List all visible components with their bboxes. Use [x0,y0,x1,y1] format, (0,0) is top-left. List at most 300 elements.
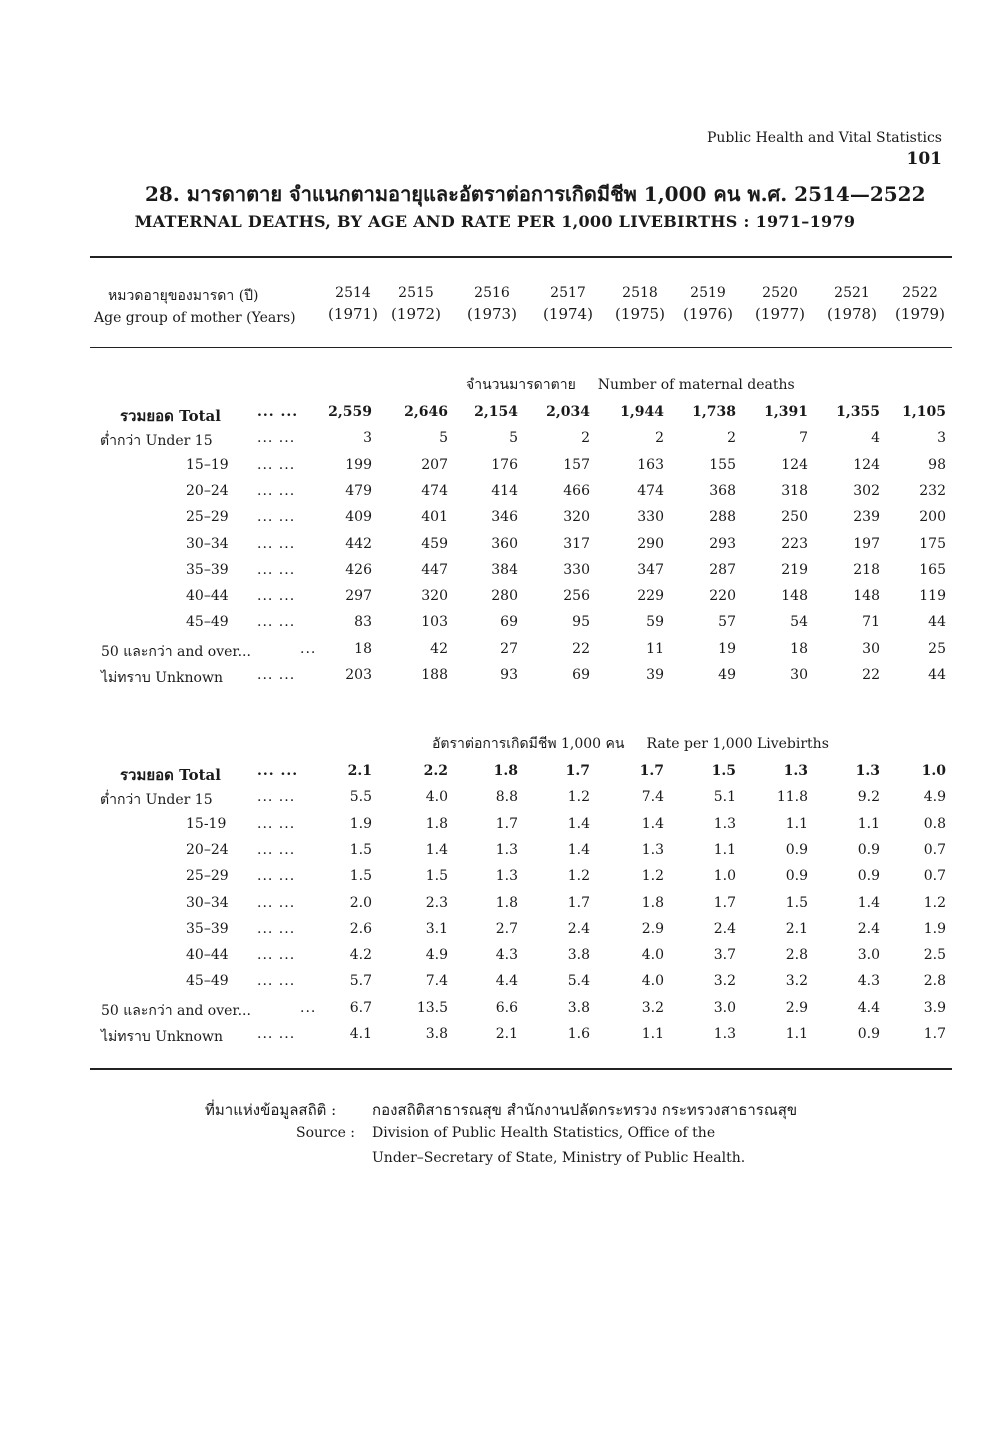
table-cell: 1.1 [785,815,808,832]
table-cell: 3.2 [641,999,664,1016]
top-rule [90,256,952,258]
source-text-thai: กองสถิติสาธารณสุข สำนักงานปลัดกระทรวง กระทรวงสาธารณสุข [372,1101,798,1119]
table-cell: 442 [345,535,372,552]
table-cell: 3 [363,430,372,447]
table-title-english: MATERNAL DEATHS, BY AGE AND RATE PER 1,000 LIVEBIRTHS : 1971–1979 [134,212,856,231]
table-row [0,430,990,456]
table-cell: 220 [709,588,736,605]
table-cell: 188 [421,667,448,683]
table-cell: 1.8 [425,815,448,832]
table-cell: 2.1 [785,920,808,937]
leader-dots: ... ... [257,973,296,990]
leader-dots: ... ... [257,667,296,683]
table-cell: 3.8 [425,1026,448,1042]
table-cell: 1.4 [567,841,590,858]
source-label-thai: ที่มาแห่งข้อมูลสถิติ : [205,1101,337,1119]
table-cell: 7.4 [425,973,448,990]
column-header-be-year: 2521 [834,285,870,301]
table-cell: 18 [790,640,808,657]
table-cell: 347 [637,561,664,578]
table-cell: 4.0 [425,789,448,806]
table-row [0,789,990,815]
table-cell: 27 [500,640,518,657]
table-cell: 5.5 [349,789,372,806]
table-cell: 1.4 [567,815,590,832]
table-cell: 157 [563,456,590,473]
table-cell: 95 [572,614,590,631]
table-cell: 0.7 [923,868,946,885]
section-title-rates-thai: อัตราต่อการเกิดมีชีพ 1,000 คน [432,736,625,752]
leader-dots: ... ... [257,509,296,526]
leader-dots: ... ... [257,894,296,911]
row-label: 50 และกว่า and over... [101,1002,251,1019]
row-label: 40–44 [186,588,229,605]
table-cell: 200 [919,509,946,526]
table-cell: 4.4 [857,999,880,1016]
table-cell: 148 [781,588,808,605]
table-cell: 22 [572,640,590,657]
table-cell: 1.7 [565,763,590,779]
leader-dots: ... ... [257,815,296,832]
table-cell: 44 [928,667,946,683]
table-cell: 2.7 [495,920,518,937]
table-cell: 1.7 [713,894,736,911]
table-cell: 54 [790,614,808,631]
table-row [0,895,990,921]
table-cell: 2.3 [425,894,448,911]
leader-dots: ... ... [257,482,296,499]
table-cell: 30 [790,667,808,683]
row-label: รวมยอด Total [120,407,221,425]
table-cell: 176 [491,456,518,473]
bottom-rule [90,1068,952,1070]
table-cell: 5.1 [713,789,736,806]
table-cell: 2.8 [785,947,808,964]
table-cell: 5 [439,430,448,447]
table-cell: 0.9 [857,841,880,858]
table-cell: 69 [572,667,590,683]
table-row [0,973,990,999]
table-cell: 1.9 [923,920,946,937]
table-cell: 2 [581,430,590,447]
table-cell: 0.9 [857,1026,880,1042]
table-cell: 346 [491,509,518,526]
table-cell: 280 [491,588,518,605]
table-cell: 1.9 [349,815,372,832]
table-cell: 1.7 [639,763,664,779]
table-cell: 1.8 [493,763,518,779]
running-header: Public Health and Vital Statistics [706,130,942,146]
leader-dots: ... ... [257,430,296,447]
table-row [0,614,990,640]
table-cell: 199 [345,456,372,473]
table-cell: 5.4 [567,973,590,990]
table-cell: 1.3 [495,868,518,885]
table-cell: 165 [919,561,946,578]
header-rule [90,347,952,348]
section-title-deaths-english: Number of maternal deaths [597,377,795,393]
column-header-be-year: 2517 [550,285,586,301]
table-cell: 2.4 [713,920,736,937]
table-cell: 197 [853,535,880,552]
row-label: 35–39 [186,920,229,937]
table-cell: 1.2 [567,789,590,806]
table-cell: 8.8 [495,789,518,806]
table-cell: 119 [919,588,946,605]
table-cell: 4.3 [857,973,880,990]
table-cell: 219 [781,561,808,578]
table-cell: 2,646 [404,404,448,420]
table-cell: 1.3 [713,815,736,832]
column-header-be-year: 2516 [474,285,510,301]
table-cell: 93 [500,667,518,683]
table-cell: 124 [781,456,808,473]
table-cell: 1.5 [349,868,372,885]
section-title-deaths [466,374,817,396]
table-cell: 2.2 [423,763,448,779]
table-cell: 2.4 [567,920,590,937]
table-cell: 2 [655,430,664,447]
row-label: 15-19 [186,815,227,832]
table-cell: 22 [862,667,880,683]
table-cell: 71 [862,614,880,631]
stub-header-english: Age group of mother (Years) [94,310,296,326]
column-header [880,285,960,323]
table-cell: 1.2 [641,868,664,885]
table-cell: 330 [563,561,590,578]
table-cell: 1,355 [836,404,880,420]
table-cell: 3.0 [857,947,880,964]
leader-dots: ... ... [257,588,296,605]
table-cell: 1.3 [855,763,880,779]
column-header-ce-year: (1979) [895,305,945,323]
table-row [0,868,990,894]
table-cell: 1.7 [923,1026,946,1042]
table-cell: 3.9 [923,999,946,1016]
table-cell: 250 [781,509,808,526]
stub-header-thai: หมวดอายุของมารดา (ปี) [108,288,259,304]
row-label: 20–24 [186,482,229,499]
leader-dots: ... ... [257,789,296,806]
table-cell: 223 [781,535,808,552]
leader-dots: ... ... [257,404,299,420]
row-label: ต่ำกว่า Under 15 [100,792,213,809]
table-cell: 13.5 [416,999,448,1016]
leader-dots: ... ... [257,535,296,552]
table-cell: 5.7 [349,973,372,990]
table-cell: 1.5 [711,763,736,779]
leader-dots: ... ... [257,947,296,964]
table-row [0,947,990,973]
column-header-ce-year: (1973) [467,305,517,323]
table-cell: 479 [345,482,372,499]
column-header-ce-year: (1974) [543,305,593,323]
table-cell: 2.6 [349,920,372,937]
table-cell: 1,105 [902,404,946,420]
table-cell: 4.2 [349,947,372,964]
leader-dots: ... ... [257,1026,296,1042]
table-cell: 218 [853,561,880,578]
table-cell: 1.7 [567,894,590,911]
table-cell: 1,738 [692,404,736,420]
table-cell: 1.2 [567,868,590,885]
table-cell: 39 [646,667,664,683]
table-cell: 1.4 [857,894,880,911]
table-row [0,404,990,430]
section-title-rates [432,733,851,755]
table-cell: 297 [345,588,372,605]
table-cell: 25 [928,640,946,657]
row-label: ต่ำกว่า Under 15 [100,433,213,450]
table-cell: 1.3 [713,1026,736,1042]
leader-dots: ... ... [257,763,299,779]
table-cell: 3.7 [713,947,736,964]
table-cell: 3.0 [713,999,736,1016]
table-cell: 4.9 [425,947,448,964]
table-cell: 4 [871,430,880,447]
table-cell: 2,154 [474,404,518,420]
row-label: ไม่ทราบ Unknown [101,1029,223,1045]
table-cell: 1.4 [425,841,448,858]
table-cell: 1.5 [349,841,372,858]
table-cell: 2.9 [641,920,664,937]
table-cell: 3.2 [713,973,736,990]
table-row [0,641,990,667]
leader-dots: ... [300,640,317,657]
table-cell: 2.8 [923,973,946,990]
row-label: 15–19 [186,456,229,473]
table-cell: 4.9 [923,789,946,806]
table-cell: 4.0 [641,973,664,990]
table-cell: 0.9 [785,868,808,885]
leader-dots: ... ... [257,868,296,885]
table-row [0,562,990,588]
table-cell: 1.7 [495,815,518,832]
leader-dots: ... [300,999,317,1016]
table-cell: 3.8 [567,947,590,964]
table-cell: 2.0 [349,894,372,911]
table-cell: 2 [727,430,736,447]
row-label: 40–44 [186,947,229,964]
row-label: 45–49 [186,614,229,631]
row-label: รวมยอด Total [120,766,221,784]
table-cell: 2.1 [495,1026,518,1042]
section-title-deaths-thai: จำนวนมารดาตาย [466,377,576,393]
source-label-english: Source : [296,1125,356,1141]
table-cell: 2.4 [857,920,880,937]
table-cell: 124 [853,456,880,473]
table-cell: 2.1 [347,763,372,779]
table-cell: 3.2 [785,973,808,990]
table-cell: 155 [709,456,736,473]
table-cell: 1,391 [764,404,808,420]
column-header [740,285,820,323]
table-cell: 6.7 [349,999,372,1016]
table-row [0,816,990,842]
row-label: 20–24 [186,841,229,858]
column-header-ce-year: (1971) [328,305,378,323]
table-cell: 330 [637,509,664,526]
table-cell: 317 [563,535,590,552]
column-header-be-year: 2518 [622,285,658,301]
leader-dots: ... ... [257,456,296,473]
leader-dots: ... ... [257,841,296,858]
row-label: 25–29 [186,509,229,526]
table-title-thai: 28. มารดาตาย จำแนกตามอายุและอัตราต่อการเกิดมีชีพ 1,000 คน พ.ศ. 2514—2522 [145,182,926,206]
table-cell: 0.9 [785,841,808,858]
table-cell: 2,559 [328,404,372,420]
table-cell: 2,034 [546,404,590,420]
column-header-be-year: 2514 [335,285,371,301]
table-cell: 2.5 [923,947,946,964]
column-header-be-year: 2519 [690,285,726,301]
table-cell: 459 [421,535,448,552]
table-cell: 4.3 [495,947,518,964]
table-cell: 7 [799,430,808,447]
column-header [452,285,532,323]
column-header [528,285,608,323]
table-cell: 44 [928,614,946,631]
table-cell: 4.4 [495,973,518,990]
table-cell: 2.9 [785,999,808,1016]
table-row [0,509,990,535]
table-cell: 5 [509,430,518,447]
table-cell: 287 [709,561,736,578]
table-cell: 1.6 [567,1026,590,1042]
table-cell: 290 [637,535,664,552]
table-cell: 19 [718,640,736,657]
leader-dots: ... ... [257,920,296,937]
table-cell: 11 [646,640,664,657]
column-header-be-year: 2520 [762,285,798,301]
table-cell: 69 [500,614,518,631]
table-cell: 1.3 [495,841,518,858]
table-cell: 148 [853,588,880,605]
table-row [0,457,990,483]
column-header [668,285,748,323]
table-cell: 11.8 [776,789,808,806]
table-row [0,842,990,868]
table-cell: 1.1 [785,1026,808,1042]
table-cell: 426 [345,561,372,578]
table-cell: 302 [853,482,880,499]
table-cell: 1.0 [713,868,736,885]
source-text-english-line2: Under–Secretary of State, Ministry of Public Health. [372,1150,746,1166]
table-cell: 9.2 [857,789,880,806]
row-label: ไม่ทราบ Unknown [101,670,223,686]
table-cell: 175 [919,535,946,552]
table-cell: 57 [718,614,736,631]
table-cell: 320 [421,588,448,605]
table-cell: 1.8 [495,894,518,911]
column-header-ce-year: (1976) [683,305,733,323]
section-title-rates-english: Rate per 1,000 Livebirths [646,736,829,752]
row-label: 30–34 [186,894,229,911]
table-cell: 59 [646,614,664,631]
leader-dots: ... ... [257,561,296,578]
column-header [376,285,456,323]
table-cell: 256 [563,588,590,605]
table-cell: 409 [345,509,372,526]
column-header-ce-year: (1975) [615,305,665,323]
column-header-be-year: 2515 [398,285,434,301]
table-cell: 1.5 [425,868,448,885]
table-cell: 207 [421,456,448,473]
row-label: 45–49 [186,973,229,990]
table-cell: 203 [345,667,372,683]
table-cell: 3 [937,430,946,447]
table-cell: 3.1 [425,920,448,937]
row-label: 25–29 [186,868,229,885]
table-cell: 466 [563,482,590,499]
table-cell: 320 [563,509,590,526]
table-cell: 4.0 [641,947,664,964]
table-cell: 414 [491,482,518,499]
table-cell: 1.1 [641,1026,664,1042]
column-header-ce-year: (1978) [827,305,877,323]
table-cell: 239 [853,509,880,526]
table-cell: 1.8 [641,894,664,911]
table-cell: 4.1 [349,1026,372,1042]
row-label: 35–39 [186,561,229,578]
table-cell: 474 [421,482,448,499]
table-cell: 1,944 [620,404,664,420]
table-cell: 7.4 [641,789,664,806]
column-header-ce-year: (1977) [755,305,805,323]
table-cell: 6.6 [495,999,518,1016]
table-cell: 1.5 [785,894,808,911]
table-cell: 0.7 [923,841,946,858]
table-cell: 232 [919,482,946,499]
table-cell: 1.3 [783,763,808,779]
table-cell: 0.9 [857,868,880,885]
table-row [0,921,990,947]
table-row [0,588,990,614]
table-row [0,536,990,562]
column-header-ce-year: (1972) [391,305,441,323]
table-cell: 163 [637,456,664,473]
table-cell: 368 [709,482,736,499]
table-cell: 103 [421,614,448,631]
column-header-be-year: 2522 [902,285,938,301]
table-cell: 360 [491,535,518,552]
table-row [0,667,990,693]
page-number: 101 [906,149,942,169]
table-cell: 1.1 [713,841,736,858]
table-cell: 30 [862,640,880,657]
table-cell: 3.8 [567,999,590,1016]
table-cell: 229 [637,588,664,605]
table-cell: 447 [421,561,448,578]
table-cell: 293 [709,535,736,552]
table-cell: 318 [781,482,808,499]
row-label: 30–34 [186,535,229,552]
table-row [0,763,990,789]
table-cell: 49 [718,667,736,683]
table-cell: 0.8 [923,815,946,832]
table-row [0,1000,990,1026]
table-row [0,483,990,509]
table-cell: 1.4 [641,815,664,832]
table-cell: 98 [928,456,946,473]
table-cell: 1.0 [921,763,946,779]
row-label: 50 และกว่า and over... [101,643,251,660]
table-cell: 18 [354,640,372,657]
source-text-english-line1: Division of Public Health Statistics, Office of the [372,1125,716,1141]
leader-dots: ... ... [257,614,296,631]
table-cell: 288 [709,509,736,526]
table-cell: 1.1 [857,815,880,832]
